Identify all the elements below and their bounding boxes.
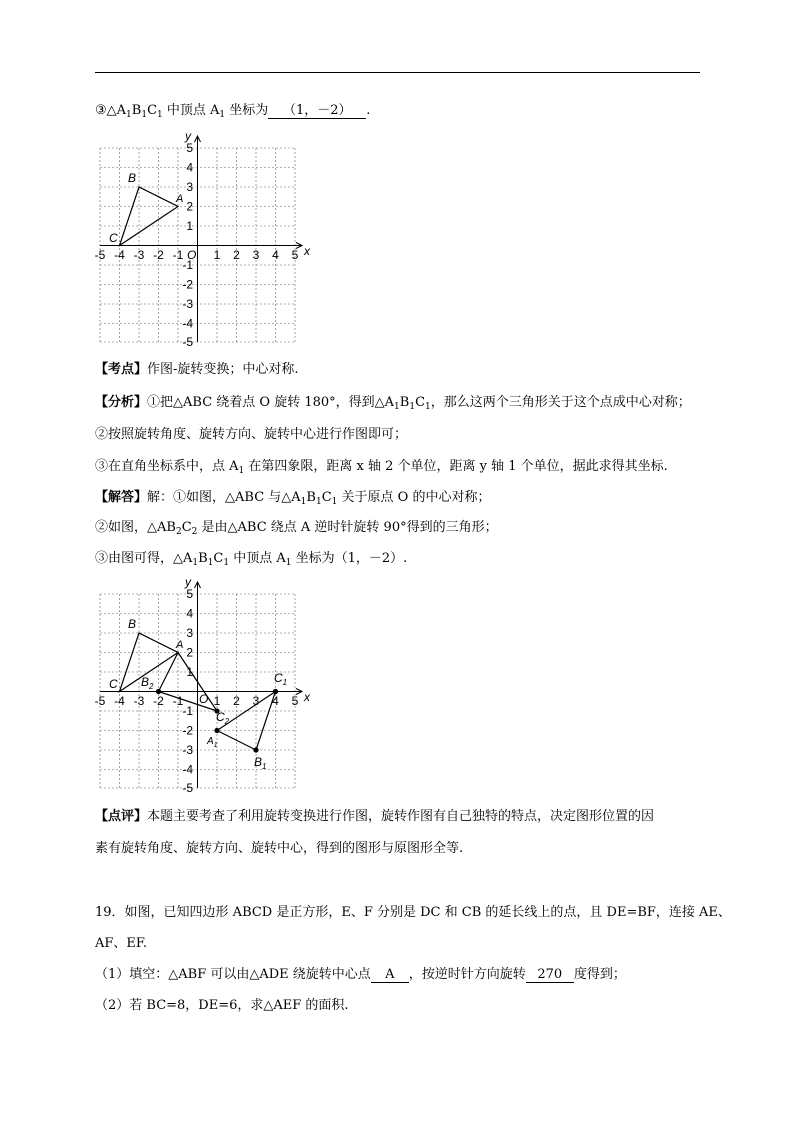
y-tick: -1 — [182, 704, 193, 718]
y-tick: 1 — [186, 665, 193, 679]
jieda-line-2: ②如图，$\triangle AB_2C_2$ 是由△ABC 绕点 A 逆时针旋转 90°得到的三角形； — [95, 520, 498, 537]
x-tick: -5 — [94, 694, 106, 708]
y-tick: 4 — [186, 606, 193, 621]
fenxi-line-1: 【分析】①把△ABC 绕着点 O 旋转 180°，得到$\triangle A_1B_1C_1$，那么这两个三角形关于这个点成中心对称； — [95, 395, 691, 412]
x-tick: -2 — [153, 248, 164, 262]
q19-line-4: （2）若 BC=8，DE=6，求△AEF 的面积. — [95, 998, 349, 1013]
y-tick: 2 — [186, 645, 193, 660]
y-tick: 4 — [186, 160, 193, 175]
q3-answer-blank: （1，－2） — [268, 103, 366, 119]
x-tick: -2 — [153, 694, 164, 708]
x-axis-label: x — [304, 690, 310, 704]
jieda-line-1: 【解答】解：①如图，△ABC 与$\triangle A_1B_1C_1$ 关于原点 O 的中心对称； — [95, 490, 491, 507]
y-tick: -2 — [182, 277, 193, 292]
x-tick: -1 — [172, 694, 184, 708]
y-axis-label: y — [185, 129, 191, 143]
y-tick: -4 — [182, 762, 193, 777]
q19-answer-blank-2: 270 — [526, 967, 574, 983]
x-tick: -5 — [94, 248, 106, 262]
fenxi-line-3: ③在直角坐标系中，点 $A_1$ 在第四象限，距离 x 轴 2 个单位，距离 y 轴 1 个单位，据此求得其坐标. — [95, 459, 668, 476]
y-tick: 5 — [186, 141, 193, 155]
origin-label: O — [187, 248, 197, 262]
q19-line-3: （1）填空：△ABF 可以由△ADE 绕旋转中心点 A ，按逆时针方向旋转 270 度得到； — [95, 967, 626, 982]
point-label-b: B — [128, 171, 137, 185]
x-tick: -3 — [133, 248, 145, 262]
dianping-line-1: 【点评】本题主要考查了利用旋转变换进行作图，旋转作图有自己独特的特点，决定图形位置的因 — [95, 809, 655, 824]
point-label-b1: $B_1$ — [254, 755, 267, 771]
point-label-c1: $C_1$ — [274, 671, 288, 687]
jieda-line-3: ③由图可得，$\triangle A_1B_1C_1$ 中顶点 $A_1$ 坐标为（1，－2）. — [95, 551, 408, 568]
x-tick: 5 — [291, 248, 299, 262]
y-tick: -4 — [182, 316, 193, 331]
x-tick: 3 — [252, 694, 260, 708]
x-tick: 4 — [272, 248, 279, 262]
y-tick: -2 — [182, 723, 193, 738]
dot-b2 — [156, 689, 161, 694]
x-tick: 2 — [233, 694, 240, 708]
x-tick: -4 — [114, 248, 125, 262]
q19-line-1: 19．如图，已知四边形 ABCD 是正方形，E、F 分别是 DC 和 CB 的延长线上的点，且 DE=BF，连接 AE、 — [95, 905, 731, 920]
y-tick: -3 — [182, 743, 193, 757]
triangle-abc — [120, 187, 179, 246]
y-tick: 3 — [186, 180, 193, 194]
dot-a1 — [214, 728, 219, 733]
origin-label: O — [199, 692, 209, 706]
point-label-a1: $A_1$ — [207, 736, 218, 749]
y-tick: 2 — [186, 199, 193, 214]
x-tick: -4 — [114, 694, 125, 708]
point-label-b2: $B_2$ — [141, 675, 154, 691]
point-label-c2: $C_2$ — [216, 710, 230, 726]
y-axis-label: y — [185, 575, 191, 589]
fenxi-line-2: ②按照旋转角度、旋转方向、旋转中心进行作图即可； — [95, 427, 408, 442]
x-tick: 1 — [213, 248, 221, 262]
x-tick: 5 — [291, 694, 299, 708]
y-tick: 5 — [186, 587, 193, 601]
x-tick: 4 — [272, 694, 279, 708]
y-tick: -3 — [182, 297, 193, 311]
x-tick: -3 — [133, 694, 145, 708]
x-tick-labels — [95, 248, 299, 262]
point-label-b: B — [128, 617, 137, 631]
y-tick: -1 — [182, 258, 193, 272]
x-axis-label: x — [304, 244, 310, 258]
x-tick: 2 — [233, 248, 240, 262]
x-tick: 3 — [252, 248, 260, 262]
y-tick-labels — [182, 587, 193, 794]
q3-answer-line: $③\triangle A_1B_1C_1$ 中顶点 $A_1$ 坐标为 （1，－2） . — [95, 103, 371, 120]
coordinate-graph-1 — [90, 126, 320, 352]
y-tick: -5 — [182, 781, 193, 794]
y-tick: -5 — [182, 335, 193, 348]
coordinate-graph-2 — [90, 572, 320, 798]
x-tick: 1 — [213, 694, 221, 708]
point-label-c: C — [109, 677, 118, 691]
y-tick: 1 — [186, 219, 193, 233]
dianping-line-2: 素有旋转角度、旋转方向、旋转中心，得到的图形与原图形全等. — [95, 841, 464, 856]
dot-c1 — [273, 689, 278, 694]
y-tick: 3 — [186, 626, 193, 640]
kaodian-line: 【考点】作图-旋转变换；中心对称. — [95, 362, 299, 377]
q19-line-2: AF、EF. — [95, 936, 148, 951]
x-tick: -1 — [172, 248, 184, 262]
dot-b1 — [253, 747, 258, 752]
point-label-c: C — [109, 231, 118, 245]
q19-answer-blank-1: A — [371, 967, 409, 983]
point-label-a: A — [176, 193, 184, 205]
point-label-a: A — [176, 639, 184, 651]
header-rule — [95, 72, 700, 73]
y-tick-labels — [182, 141, 193, 348]
